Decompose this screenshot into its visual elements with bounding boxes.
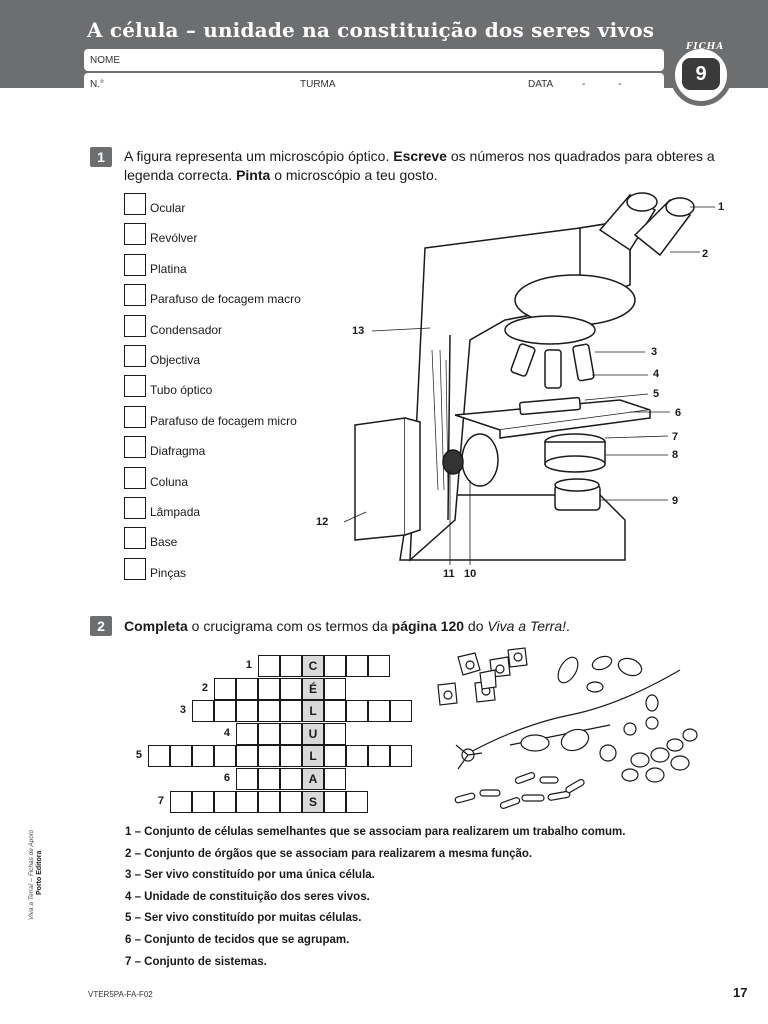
callout-number: 2 (702, 248, 709, 260)
crossword-clue: 7 – Conjunto de sistemas. (125, 955, 267, 968)
legend-answer-box[interactable] (124, 497, 146, 519)
crossword-key-cell[interactable]: A (302, 768, 324, 790)
crossword-cell[interactable] (346, 791, 368, 813)
number-class-date-field[interactable] (84, 73, 664, 97)
crossword-cell[interactable] (280, 791, 302, 813)
crossword-cell[interactable] (214, 700, 236, 722)
crossword-cell[interactable] (258, 723, 280, 745)
crossword-key-cell[interactable]: U (302, 723, 324, 745)
crossword-row-number: 3 (179, 704, 186, 717)
crossword-clue: 5 – Ser vivo constituído por muitas células. (125, 912, 362, 925)
legend-answer-box[interactable] (124, 315, 146, 337)
legend-label: Diafragma (150, 444, 206, 459)
crossword-cell[interactable] (236, 768, 258, 790)
class-label: TURMA (300, 79, 336, 90)
question-1-number: 1 (90, 147, 112, 167)
legend-label: Coluna (150, 474, 189, 489)
crossword-cell[interactable] (280, 768, 302, 790)
legend-answer-box[interactable] (124, 254, 146, 276)
legend-label: Pinças (150, 565, 187, 580)
callout-number: 11 (443, 568, 455, 580)
crossword-cell[interactable] (346, 655, 368, 677)
crossword-cell[interactable] (368, 700, 390, 722)
crossword-cell[interactable] (324, 655, 346, 677)
crossword-cell[interactable] (170, 745, 192, 767)
callout-number: 13 (352, 325, 365, 337)
number-label: N.° (90, 79, 104, 90)
callout-number: 3 (651, 346, 658, 358)
crossword-cell[interactable] (368, 745, 390, 767)
crossword-cell[interactable] (390, 745, 412, 767)
legend-answer-box[interactable] (124, 436, 146, 458)
legend-label: Revólver (150, 231, 198, 246)
question-1-text: A figura representa um microscópio óptico. Escreve os números nos quadrados para obteres a legenda correcta. Pinta o microscópio a teu gosto. (124, 148, 715, 183)
publisher-logo: Porto Editora (36, 850, 43, 895)
legend-answer-box[interactable] (124, 527, 146, 549)
page-title: A célula – unidade na constituição dos seres vivos (87, 18, 655, 42)
crossword-cell[interactable] (258, 655, 280, 677)
callout-number: 7 (672, 431, 679, 443)
crossword-cell[interactable] (390, 700, 412, 722)
crossword-cell[interactable] (324, 791, 346, 813)
crossword-cell[interactable] (236, 678, 258, 700)
crossword-row-number: 5 (135, 749, 142, 762)
question-2-number: 2 (90, 616, 112, 636)
legend-label: Ocular (150, 201, 186, 215)
crossword-cell[interactable] (280, 723, 302, 745)
crossword-key-cell[interactable]: L (302, 700, 324, 722)
crossword-cell[interactable] (148, 745, 170, 767)
footer-code: VTER5PA-FA-F02 (88, 990, 153, 999)
legend-answer-box[interactable] (124, 406, 146, 428)
crossword-cell[interactable] (192, 700, 214, 722)
crossword-clue: 3 – Ser vivo constituído por uma única célula. (125, 869, 375, 882)
page-number: 17 (733, 985, 748, 1000)
crossword-cell[interactable] (324, 678, 346, 700)
legend-label: Parafuso de focagem micro (150, 413, 297, 428)
crossword-row-number: 7 (157, 794, 164, 807)
side-credit: Viva a Terra! – Fichas de Apoio (28, 829, 35, 920)
crossword-clue: 4 – Unidade de constituição dos seres vivos. (125, 890, 370, 903)
crossword-key-cell[interactable]: C (302, 655, 324, 677)
crossword-row-number: 4 (223, 726, 230, 739)
callout-number: 5 (653, 388, 660, 400)
legend-answer-box[interactable] (124, 345, 146, 367)
name-field[interactable] (84, 49, 664, 71)
crossword-cell[interactable] (324, 745, 346, 767)
legend-label: Tubo óptico (150, 383, 213, 398)
crossword-cell[interactable] (324, 723, 346, 745)
crossword-cell[interactable] (170, 791, 192, 813)
legend-label: Condensador (150, 322, 223, 337)
legend-label: Platina (150, 261, 187, 276)
callout-number: 8 (672, 449, 679, 461)
legend-answer-box[interactable] (124, 375, 146, 397)
crossword-clue: 2 – Conjunto de órgãos que se associam para realizarem a mesma função. (125, 847, 533, 860)
legend-answer-box[interactable] (124, 558, 146, 580)
crossword-clue: 6 – Conjunto de tecidos que se agrupam. (125, 934, 350, 946)
callout-number: 6 (675, 407, 682, 419)
callout-number: 1 (718, 201, 725, 213)
date-label: DATA (528, 79, 554, 90)
crossword-cell[interactable] (258, 768, 280, 790)
crossword-cell[interactable] (192, 791, 214, 813)
crossword-cell[interactable] (236, 745, 258, 767)
date-separator: - (582, 79, 586, 90)
crossword-cell[interactable] (258, 700, 280, 722)
crossword-cell[interactable] (236, 700, 258, 722)
legend-label: Lâmpada (150, 505, 201, 519)
name-label: NOME (90, 55, 120, 66)
ficha-number: 9 (682, 58, 720, 90)
legend-answer-box[interactable] (124, 467, 146, 489)
callout-number: 12 (316, 516, 329, 528)
microscope-illustration (330, 190, 730, 590)
crossword-cell[interactable] (346, 745, 368, 767)
legend-label: Objectiva (150, 353, 201, 367)
question-2-text: Completa o crucigrama com os termos da página 120 do Viva a Terra!. (124, 618, 570, 634)
ficha-label: FICHA (686, 42, 725, 52)
crossword-cell[interactable] (280, 700, 302, 722)
crossword-cell[interactable] (236, 723, 258, 745)
legend-label: Parafuso de focagem macro (150, 292, 301, 307)
crossword-cell[interactable] (214, 791, 236, 813)
crossword-cell[interactable] (324, 700, 346, 722)
legend-label: Base (150, 535, 178, 550)
crossword-row-number: 6 (223, 772, 230, 784)
crossword-cell[interactable] (258, 745, 280, 767)
crossword-key-cell[interactable]: É (302, 678, 324, 700)
legend-answer-box[interactable] (124, 223, 146, 245)
legend-answer-box[interactable] (124, 193, 146, 215)
crossword-cell[interactable] (324, 768, 346, 790)
date-separator: - (618, 79, 622, 90)
legend-answer-box[interactable] (124, 284, 146, 306)
callout-number: 9 (672, 495, 679, 507)
crossword-cell[interactable] (280, 745, 302, 767)
crossword-cell[interactable] (214, 745, 236, 767)
crossword-row-number: 2 (201, 681, 208, 694)
crossword-cell[interactable] (192, 745, 214, 767)
crossword-key-cell[interactable]: S (302, 791, 324, 813)
cells-illustration (430, 645, 720, 815)
crossword-cell[interactable] (258, 678, 280, 700)
crossword-cell[interactable] (280, 678, 302, 700)
crossword-key-cell[interactable]: L (302, 745, 324, 767)
crossword-cell[interactable] (258, 791, 280, 813)
crossword-cell[interactable] (280, 655, 302, 677)
crossword-cell[interactable] (214, 678, 236, 700)
callout-number: 4 (653, 368, 660, 380)
crossword-clue: 1 – Conjunto de células semelhantes que se associam para realizarem um trabalho comum. (125, 826, 626, 838)
crossword-row-number: 1 (245, 659, 252, 671)
crossword-cell[interactable] (368, 655, 390, 677)
crossword-cell[interactable] (236, 791, 258, 813)
crossword-cell[interactable] (346, 700, 368, 722)
callout-number: 10 (464, 568, 477, 580)
